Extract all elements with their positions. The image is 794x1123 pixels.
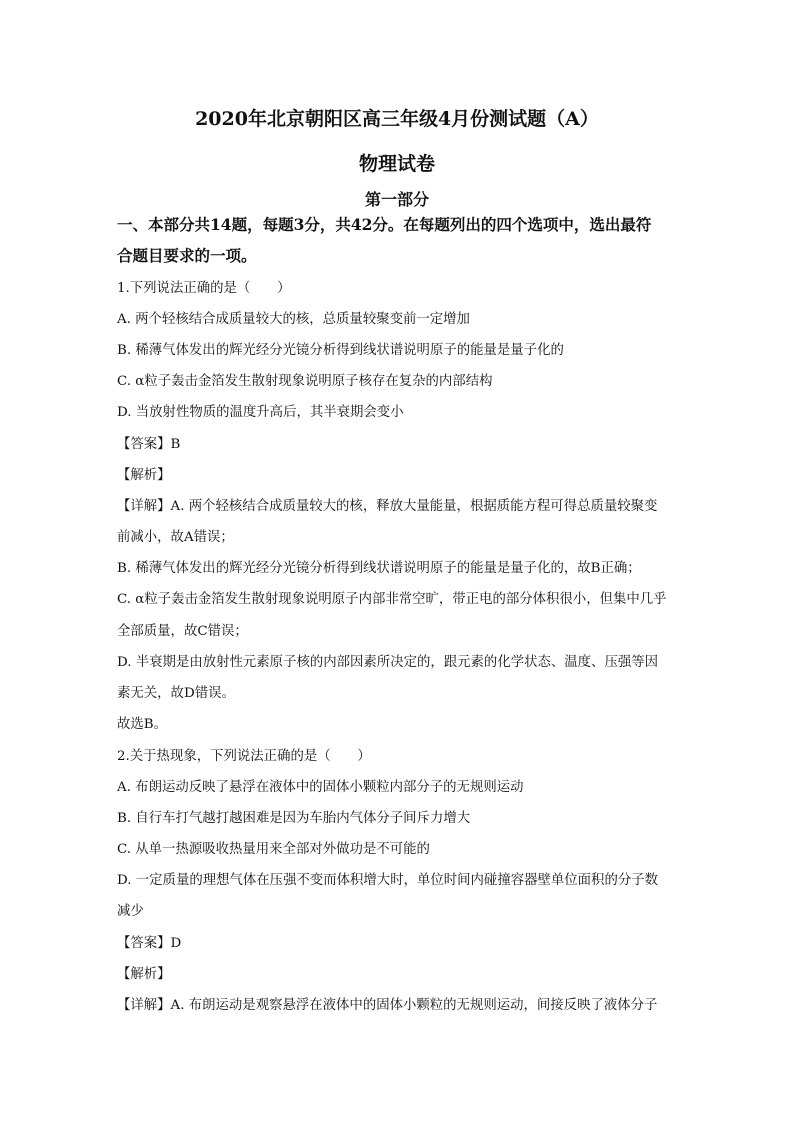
question-2-answer: 【答案】D — [117, 936, 182, 951]
question-1-stem: 1.下列说法正确的是（ ） — [117, 281, 291, 296]
question-1-analysis-label: 【解析】 — [117, 468, 171, 483]
section-instructions-line-2: 合题目要求的一项。 — [117, 246, 257, 265]
question-1-explanation-line: 前减小，故A错误； — [117, 530, 234, 545]
question-2-analysis-label: 【解析】 — [117, 967, 171, 982]
question-2-option-b: B. 自行车打气越打越困难是因为车胎内气体分子间斥力增大 — [117, 811, 471, 826]
document-title: 2020年北京朝阳区高三年级4月份测试题（A） — [195, 108, 599, 130]
question-1-explanation-line: 【详解】A. 两个轻核结合成质量较大的核，释放大量能量，根据质能方程可得总质量较聚变 — [117, 499, 658, 514]
question-1-option-d: D. 当放射性物质的温度升高后，其半衰期会变小 — [117, 405, 404, 420]
question-2-option-d: D. 一定质量的理想气体在压强不变而体积增大时，单位时间内碰撞容器壁单位面积的分子数 — [117, 873, 659, 888]
question-1-option-a: A. 两个轻核结合成质量较大的核，总质量较聚变前一定增加 — [117, 312, 470, 327]
question-2-stem: 2.关于热现象，下列说法正确的是（ ） — [117, 749, 371, 764]
question-1-explanation-line: C. α粒子轰击金箔发生散射现象说明原子内部非常空旷，带正电的部分体积很小，但集中几乎 — [117, 592, 667, 607]
question-1-option-b: B. 稀薄气体发出的辉光经分光镜分析得到线状谱说明原子的能量是量子化的 — [117, 343, 564, 358]
question-1-explanation-line: 素无关，故D错误。 — [117, 686, 235, 701]
question-2-explanation-line: 【详解】A. 布朗运动是观察悬浮在液体中的固体小颗粒的无规则运动，间接反映了液体分子 — [117, 998, 658, 1013]
part-heading: 第一部分 — [364, 190, 429, 209]
question-1-conclusion: 故选B。 — [117, 717, 168, 732]
question-1-answer: 【答案】B — [117, 437, 181, 452]
question-1-explanation-line: B. 稀薄气体发出的辉光经分光镜分析得到线状谱说明原子的能量是量子化的，故B正确； — [117, 561, 641, 576]
question-1-explanation-line: D. 半衰期是由放射性元素原子核的内部因素所决定的，跟元素的化学状态、温度、压强等因 — [117, 655, 659, 670]
section-instructions-line-1: 一、本部分共14题，每题3分，共42分。在每题列出的四个选项中，选出最符 — [117, 215, 652, 234]
subject-title: 物理试卷 — [358, 153, 435, 175]
question-1-explanation-line: 全部质量，故C错误； — [117, 624, 248, 639]
question-2-option-d-continued: 减少 — [117, 904, 144, 919]
question-2-option-c: C. 从单一热源吸收热量用来全部对外做功是不可能的 — [117, 842, 430, 857]
question-1-option-c: C. α粒子轰击金箔发生散射现象说明原子核存在复杂的内部结构 — [117, 374, 493, 389]
question-2-option-a: A. 布朗运动反映了悬浮在液体中的固体小颗粒内部分子的无规则运动 — [117, 780, 524, 795]
